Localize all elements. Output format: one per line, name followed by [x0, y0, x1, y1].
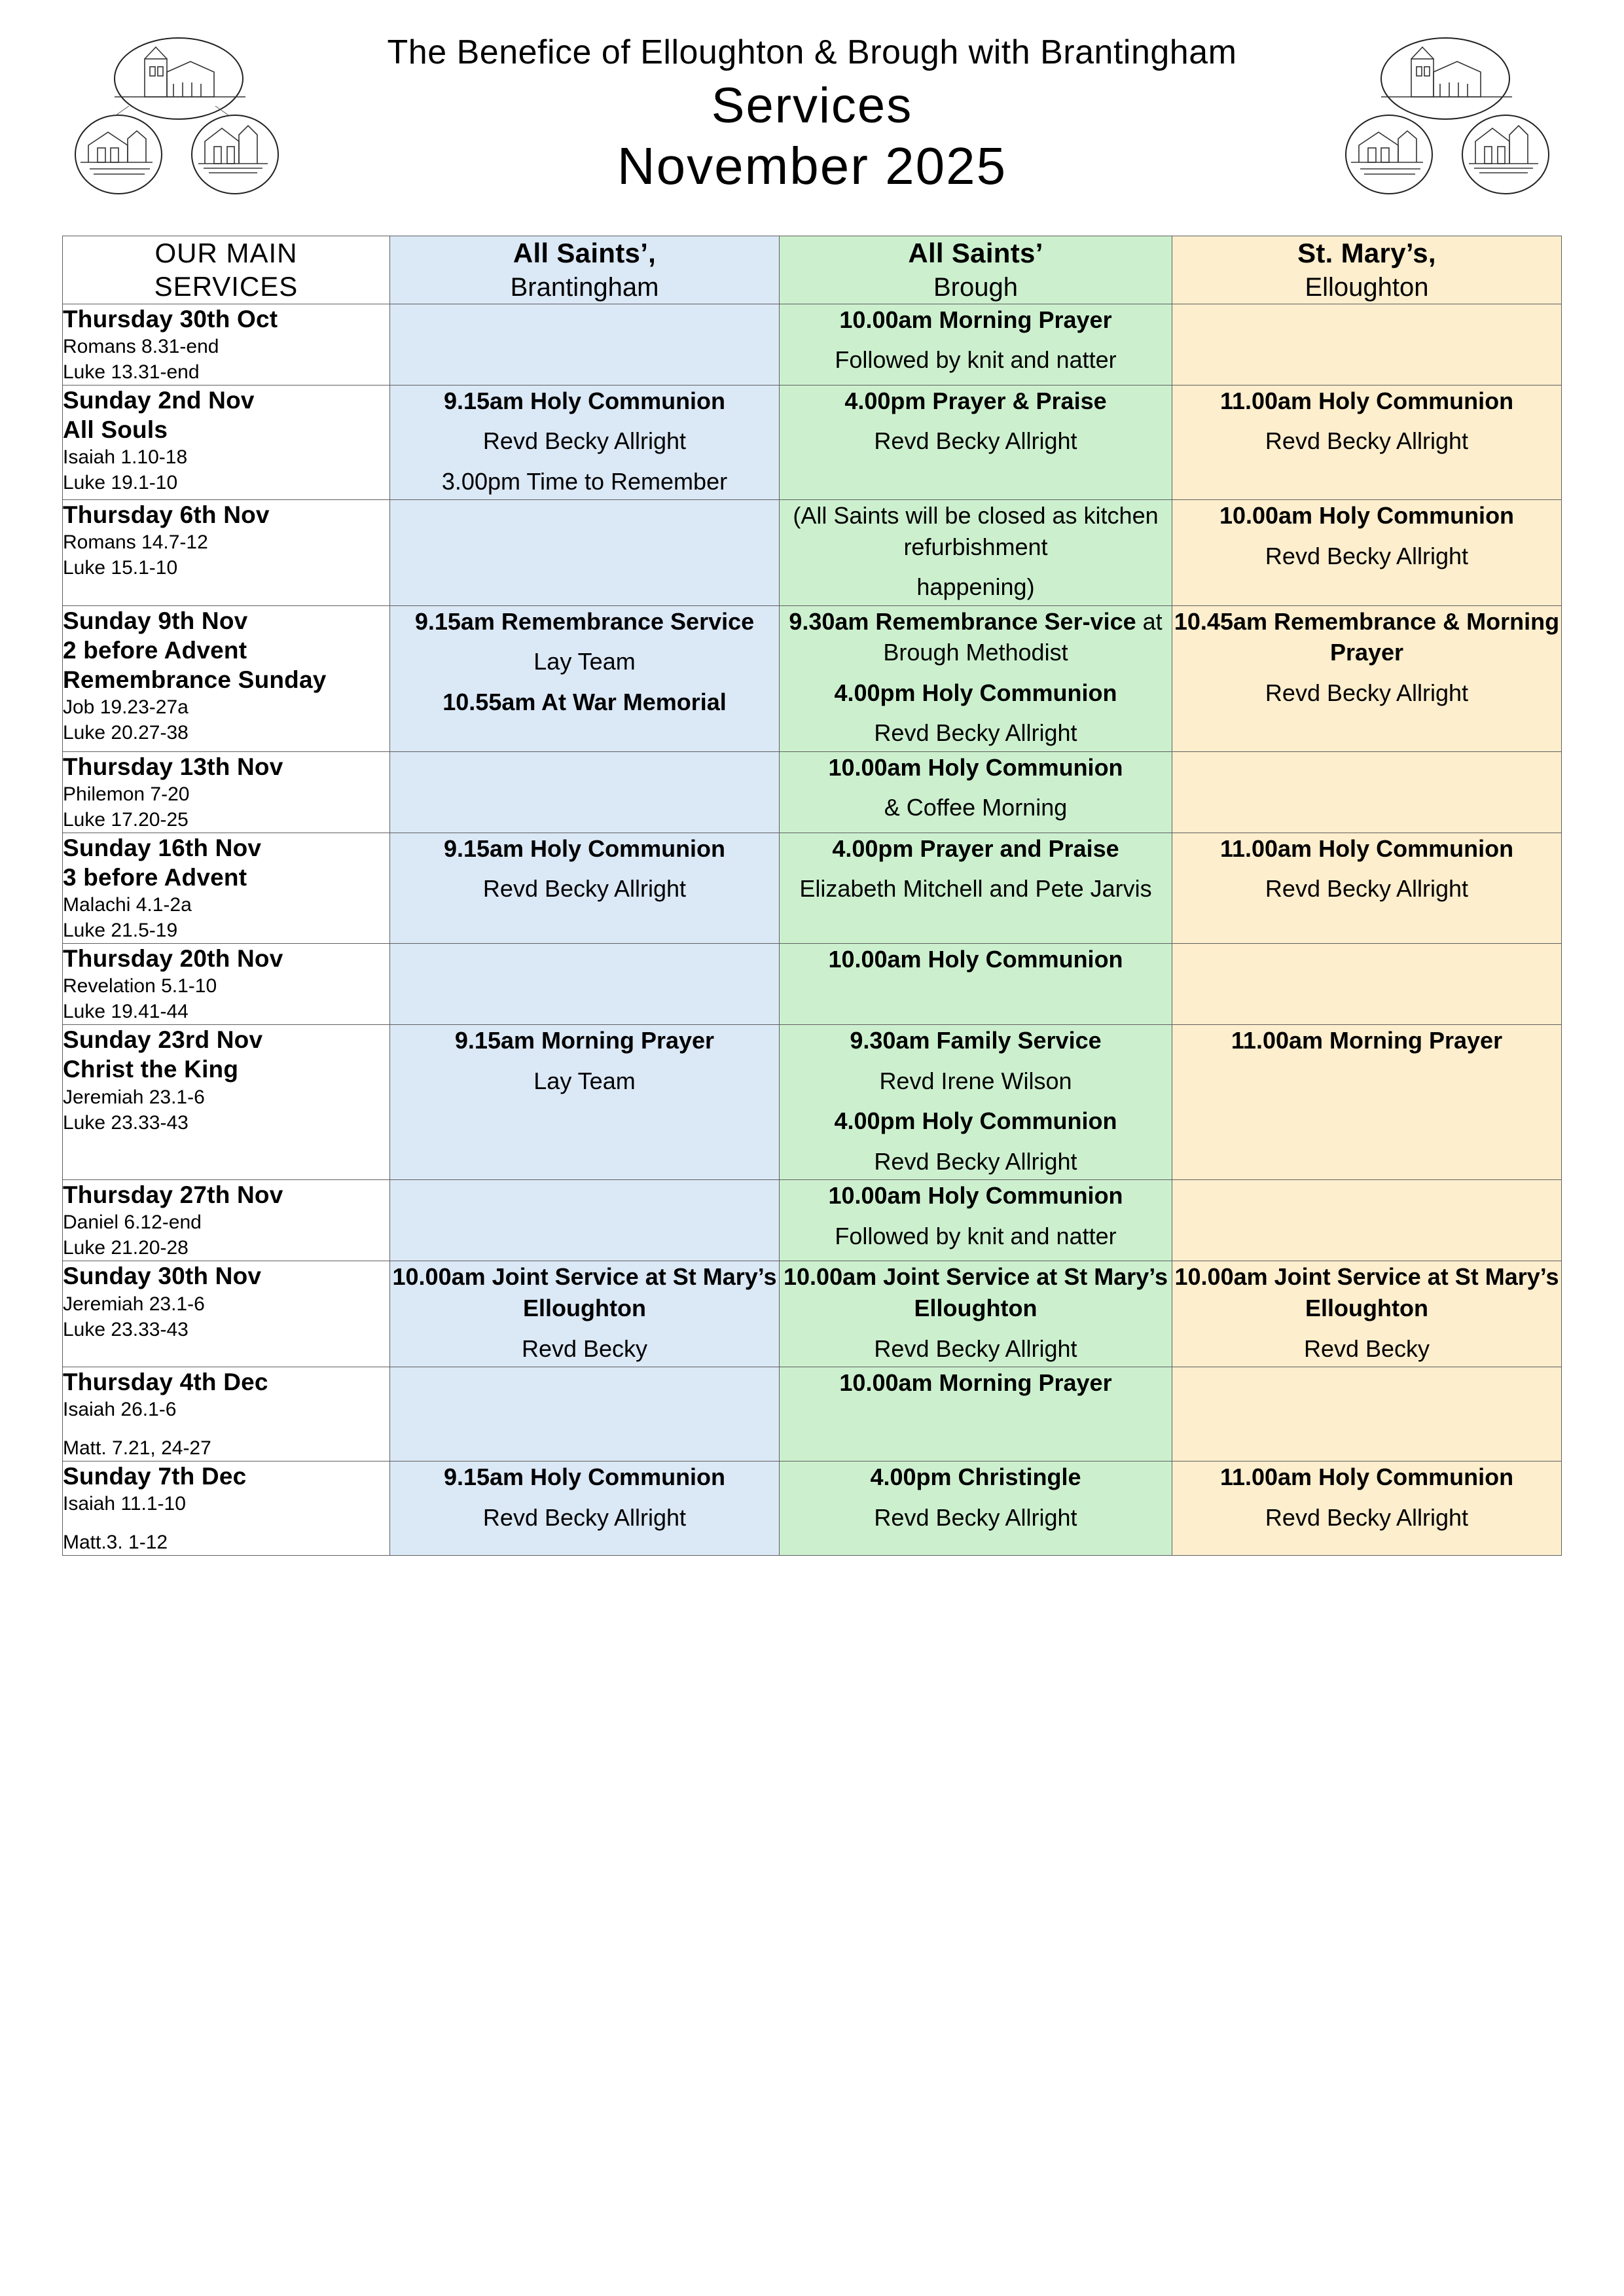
header-line2: Elloughton — [1305, 272, 1429, 302]
table-row — [63, 1261, 1562, 1367]
service-entry: Revd Becky Allright — [482, 875, 687, 903]
reading-reference: Romans 8.31-end — [63, 335, 219, 357]
cell-elloughton — [1172, 1261, 1562, 1367]
cell-brough — [780, 1462, 1172, 1556]
header-line2: SERVICES — [154, 271, 298, 302]
cell-date — [63, 1367, 390, 1462]
cell-elloughton — [1172, 1367, 1562, 1462]
cell-date — [63, 1025, 390, 1180]
service-entry: 10.00am Joint Service at St Mary’s Elloughton — [784, 1263, 1168, 1321]
cell-brough — [780, 1180, 1172, 1261]
service-entry: Revd Becky Allright — [1265, 679, 1469, 706]
table-row — [63, 304, 1562, 385]
church-buildings-logo-left — [74, 31, 290, 228]
service-entry: Revd Becky Allright — [1265, 542, 1469, 569]
table-row — [63, 1025, 1562, 1180]
cell-brough — [780, 1261, 1172, 1367]
cell-brantingham — [390, 1180, 780, 1261]
table-row — [63, 500, 1562, 606]
cell-elloughton — [1172, 304, 1562, 385]
date-season: 3 before Advent — [63, 864, 247, 891]
date-season: Christ the King — [63, 1056, 239, 1083]
service-entry: 10.00am Holy Communion — [828, 1182, 1123, 1210]
services-table — [62, 236, 1562, 1556]
cell-date — [63, 385, 390, 500]
cell-elloughton — [1172, 833, 1562, 943]
date-season: All Souls — [63, 416, 168, 443]
cell-date — [63, 1261, 390, 1367]
header-all-saints-brantingham — [390, 236, 780, 304]
header-line1: All Saints’ — [908, 238, 1043, 268]
cell-date — [63, 751, 390, 833]
date-title: Thursday 30th Oct — [63, 305, 278, 332]
reading-reference: Matt. 7.21, 24-27 — [63, 1437, 211, 1460]
reading-reference: Luke 19.1-10 — [63, 471, 178, 493]
service-entry: 4.00pm Holy Communion — [834, 1107, 1117, 1135]
cell-brantingham — [390, 304, 780, 385]
cell-date — [63, 605, 390, 751]
header-line1: St. Mary’s, — [1297, 238, 1436, 268]
service-entry: (All Saints will be closed as kitchen refurbishment — [793, 502, 1159, 560]
reading-reference: Luke 21.5-19 — [63, 920, 178, 942]
cell-date — [63, 500, 390, 606]
service-entry: Lay Team — [533, 648, 636, 675]
service-entry: Revd Becky Allright — [1265, 875, 1469, 903]
table-row — [63, 833, 1562, 943]
service-entry: Revd Becky Allright — [874, 1335, 1077, 1362]
service-entry: 9.30am Family Service — [850, 1027, 1102, 1054]
cell-brantingham — [390, 833, 780, 943]
table-row — [63, 1180, 1562, 1261]
cell-brantingham — [390, 751, 780, 833]
reading-reference: Malachi 4.1-2a — [63, 894, 192, 916]
date-title: Thursday 6th Nov — [63, 501, 270, 529]
service-entry: Revd Becky Allright — [1265, 1503, 1469, 1531]
cell-elloughton — [1172, 605, 1562, 751]
header-line1: All Saints’, — [513, 238, 657, 268]
service-entry: Revd Becky Allright — [874, 427, 1077, 455]
service-entry: 9.15am Holy Communion — [443, 834, 726, 862]
page-header — [62, 20, 1562, 236]
date-title: Thursday 27th Nov — [63, 1181, 283, 1209]
service-entry: Followed by knit and natter — [835, 1222, 1117, 1249]
reading-reference: Isaiah 11.1-10 — [63, 1493, 186, 1515]
header-all-saints-brough — [780, 236, 1172, 304]
date-title: Sunday 16th Nov — [63, 834, 262, 861]
service-entry: 11.00am Holy Communion — [1219, 387, 1514, 414]
cell-elloughton — [1172, 500, 1562, 606]
table-row — [63, 385, 1562, 500]
cell-date — [63, 833, 390, 943]
cell-brough — [780, 385, 1172, 500]
cell-date — [63, 1462, 390, 1556]
reading-reference: Luke 23.33-43 — [63, 1318, 189, 1340]
cell-brough — [780, 1367, 1172, 1462]
service-entry: 11.00am Holy Communion — [1219, 834, 1514, 862]
service-entry: 10.55am At War Memorial — [442, 688, 727, 715]
reading-reference: Jeremiah 23.1-6 — [63, 1293, 205, 1315]
header-line2: Brough — [933, 272, 1018, 302]
service-entry: 9.15am Holy Communion — [443, 387, 726, 414]
service-entry: Lay Team — [533, 1067, 636, 1094]
cell-brough — [780, 605, 1172, 751]
church-buildings-logo-right — [1334, 31, 1550, 228]
cell-brantingham — [390, 1462, 780, 1556]
service-entry: Revd Becky Allright — [1265, 427, 1469, 455]
date-title: Thursday 4th Dec — [63, 1369, 268, 1396]
date-title: Sunday 30th Nov — [63, 1263, 262, 1290]
service-entry: 9.15am Remembrance Service — [414, 607, 755, 635]
cell-brough — [780, 751, 1172, 833]
cell-elloughton — [1172, 1180, 1562, 1261]
reading-reference: Luke 17.20-25 — [63, 808, 189, 831]
reading-reference: Luke 19.41-44 — [63, 1001, 189, 1023]
reading-reference: Luke 15.1-10 — [63, 557, 178, 579]
service-entry: 11.00am Morning Prayer — [1231, 1027, 1503, 1054]
reading-reference: Isaiah 1.10-18 — [63, 446, 188, 468]
service-entry: Revd Becky — [1303, 1335, 1430, 1362]
service-location-suffix: at Brough Methodist — [883, 607, 1163, 666]
cell-brough — [780, 1025, 1172, 1180]
reading-reference: Daniel 6.12-end — [63, 1211, 202, 1234]
cell-elloughton — [1172, 1025, 1562, 1180]
table-row — [63, 944, 1562, 1025]
service-entry: Elizabeth Mitchell and Pete Jarvis — [799, 875, 1152, 903]
date-season-2: Remembrance Sunday — [63, 666, 327, 693]
service-entry: 4.00pm Christingle — [870, 1463, 1081, 1491]
cell-date — [63, 944, 390, 1025]
service-entry: 10.00am Joint Service at St Mary’s Elloughton — [392, 1263, 777, 1321]
service-entry: 9.15am Holy Communion — [443, 1463, 726, 1491]
header-st-marys-elloughton — [1172, 236, 1562, 304]
cell-brantingham — [390, 385, 780, 500]
service-entry — [780, 606, 1172, 668]
table-row — [63, 1462, 1562, 1556]
reading-reference: Romans 14.7-12 — [63, 531, 208, 554]
service-entry: Revd Becky Allright — [874, 1503, 1077, 1531]
service-entry: 4.00pm Holy Communion — [834, 679, 1117, 706]
service-entry: 4.00pm Prayer & Praise — [844, 387, 1107, 414]
reading-reference: Luke 23.33-43 — [63, 1111, 189, 1134]
reading-reference: Luke 13.31-end — [63, 361, 200, 383]
service-entry: Revd Becky — [521, 1335, 648, 1362]
cell-brantingham — [390, 605, 780, 751]
reading-reference: Luke 20.27-38 — [63, 722, 189, 744]
date-title: Sunday 2nd Nov — [63, 386, 255, 414]
date-title: Thursday 13th Nov — [63, 753, 283, 780]
services-title: Services — [711, 78, 913, 134]
month-title: November 2025 — [617, 136, 1007, 195]
service-entry: 10.00am Morning Prayer — [839, 306, 1112, 333]
service-entry: Followed by knit and natter — [835, 346, 1117, 374]
cell-brantingham — [390, 1367, 780, 1462]
header-line2: Brantingham — [510, 272, 659, 302]
reading-reference: Isaiah 26.1-6 — [63, 1399, 177, 1421]
reading-reference: Luke 21.20-28 — [63, 1237, 189, 1259]
cell-brantingham — [390, 1025, 780, 1180]
cell-brantingham — [390, 1261, 780, 1367]
benefice-title: The Benefice of Elloughton & Brough with Brantingham — [387, 33, 1237, 71]
cell-brough — [780, 304, 1172, 385]
service-entry: Revd Irene Wilson — [879, 1067, 1072, 1094]
cell-brough — [780, 833, 1172, 943]
table-header-row — [63, 236, 1562, 304]
table-body — [63, 304, 1562, 1556]
header-our-main-services — [63, 236, 390, 304]
service-entry: 4.00pm Prayer and Praise — [832, 834, 1119, 862]
date-title: Sunday 23rd Nov — [63, 1026, 263, 1054]
service-entry: 11.00am Holy Communion — [1219, 1463, 1514, 1491]
service-entry: 10.00am Morning Prayer — [839, 1369, 1112, 1397]
cell-brough — [780, 500, 1172, 606]
table-row — [63, 1367, 1562, 1462]
service-entry: Revd Becky Allright — [482, 427, 687, 455]
cell-elloughton — [1172, 751, 1562, 833]
cell-elloughton — [1172, 385, 1562, 500]
service-entry: 10.00am Holy Communion — [828, 753, 1123, 781]
reading-reference: Matt.3. 1-12 — [63, 1532, 168, 1554]
service-entry: 10.45am Remembrance & Morning Prayer — [1174, 607, 1560, 666]
service-entry: & Coffee Morning — [884, 794, 1068, 821]
cell-date — [63, 304, 390, 385]
service-entry: Revd Becky Allright — [874, 1147, 1077, 1175]
service-entry: 3.00pm Time to Remember — [441, 467, 728, 495]
cell-elloughton — [1172, 1462, 1562, 1556]
cell-brough — [780, 944, 1172, 1025]
cell-date — [63, 1180, 390, 1261]
service-entry: happening) — [916, 573, 1035, 601]
reading-reference: Job 19.23-27a — [63, 696, 189, 719]
date-title: Sunday 9th Nov — [63, 607, 248, 634]
reading-reference: Revelation 5.1-10 — [63, 975, 217, 997]
service-entry: Revd Becky Allright — [482, 1503, 687, 1531]
service-entry: 10.00am Joint Service at St Mary’s Elloughton — [1174, 1263, 1559, 1321]
reading-reference: Philemon 7-20 — [63, 783, 190, 805]
cell-brantingham — [390, 944, 780, 1025]
service-entry: 10.00am Holy Communion — [1219, 502, 1515, 529]
date-season: 2 before Advent — [63, 636, 247, 664]
header-line1: OUR MAIN — [154, 238, 298, 268]
cell-elloughton — [1172, 944, 1562, 1025]
reading-reference: Jeremiah 23.1-6 — [63, 1086, 205, 1108]
date-title: Sunday 7th Dec — [63, 1463, 247, 1490]
service-entry: Revd Becky Allright — [874, 719, 1077, 747]
service-entry: 10.00am Holy Communion — [828, 946, 1123, 973]
service-entry: 9.15am Morning Prayer — [454, 1027, 715, 1054]
date-title: Thursday 20th Nov — [63, 945, 283, 973]
table-row — [63, 605, 1562, 751]
service-time-title: 9.30am Remembrance Ser-vice — [789, 607, 1136, 635]
cell-brantingham — [390, 500, 780, 606]
table-row — [63, 751, 1562, 833]
